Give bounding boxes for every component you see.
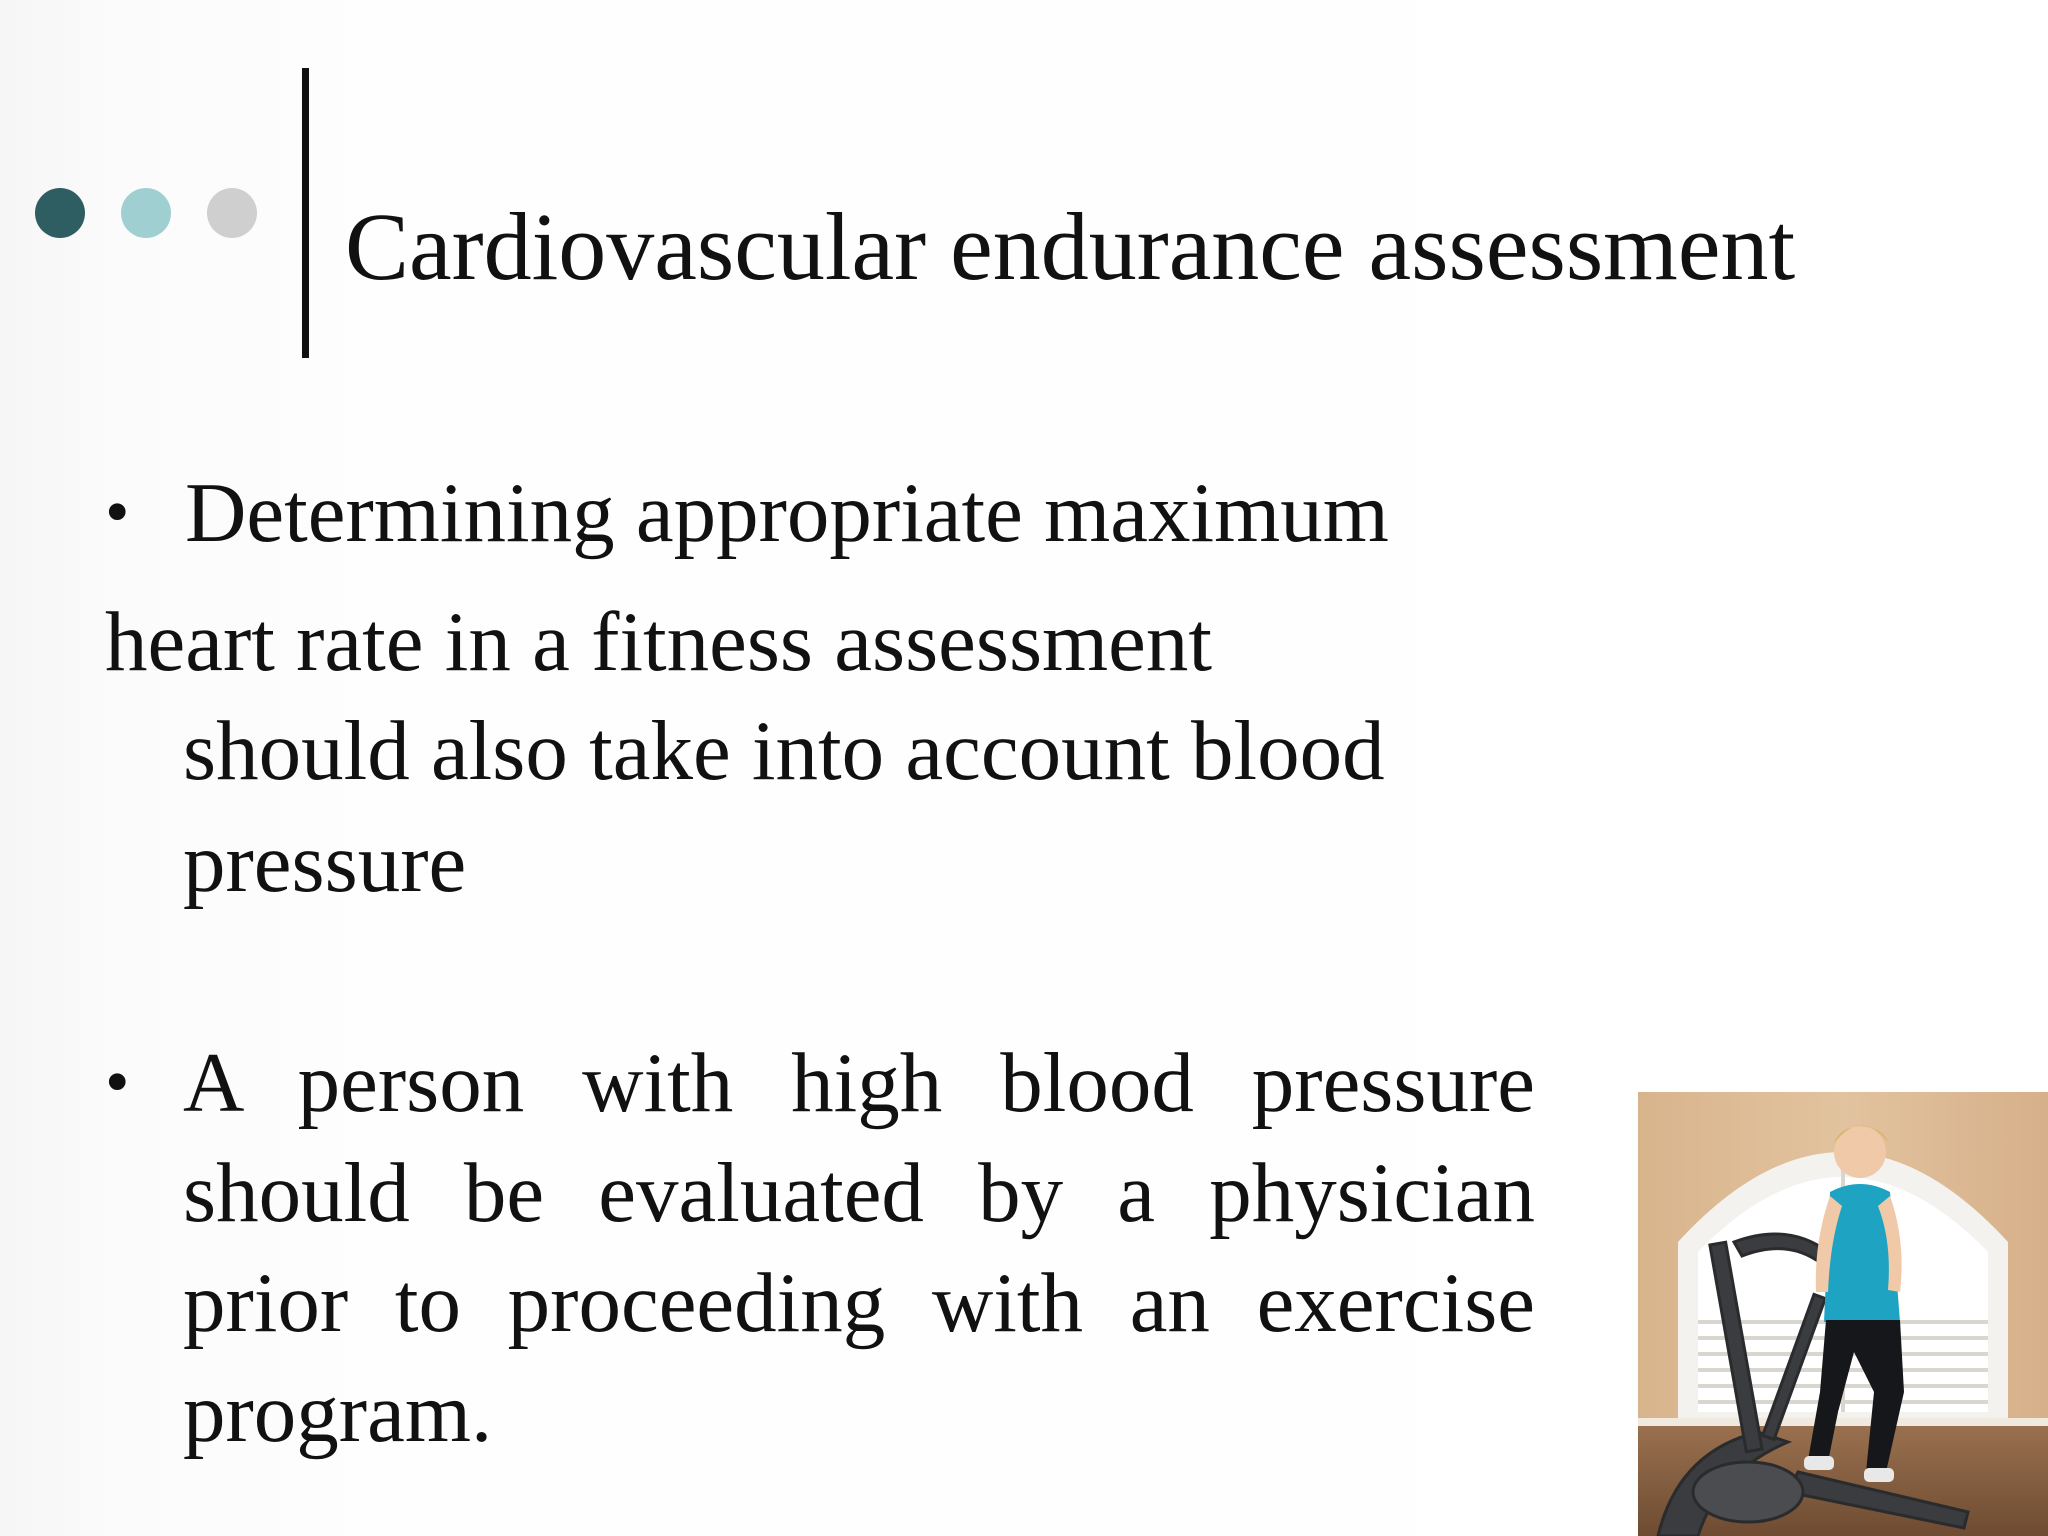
bullet-1-line-3: should also take into account blood — [183, 704, 1385, 798]
slide-title: Cardiovascular endurance assessment — [345, 193, 1796, 300]
bullet-1-line-4: pressure — [183, 816, 467, 910]
bullet-1-line-2: heart rate in a fitness assessment — [105, 595, 1212, 689]
bullet-2-text — [183, 1028, 1535, 1468]
bullet-2-line-1: A person with high blood pressure — [183, 1036, 1535, 1130]
bullet-2-line-2: should be evaluated by a physician — [183, 1146, 1535, 1240]
decorative-dot-gray — [207, 188, 257, 238]
bullet-1-line-1: Determining appropriate maximum — [185, 466, 1389, 560]
title-divider-line — [302, 68, 309, 358]
decorative-dot-light — [121, 188, 171, 238]
bullet-2-line-3: prior to proceeding with an exercise — [183, 1256, 1535, 1350]
bullet-2-line-4: program. — [183, 1366, 493, 1460]
bullet-glyph: • — [105, 474, 130, 551]
woman-on-elliptical-photo — [1638, 1092, 2048, 1536]
bullet-glyph: • — [105, 1044, 130, 1121]
decorative-dot-dark — [35, 188, 85, 238]
